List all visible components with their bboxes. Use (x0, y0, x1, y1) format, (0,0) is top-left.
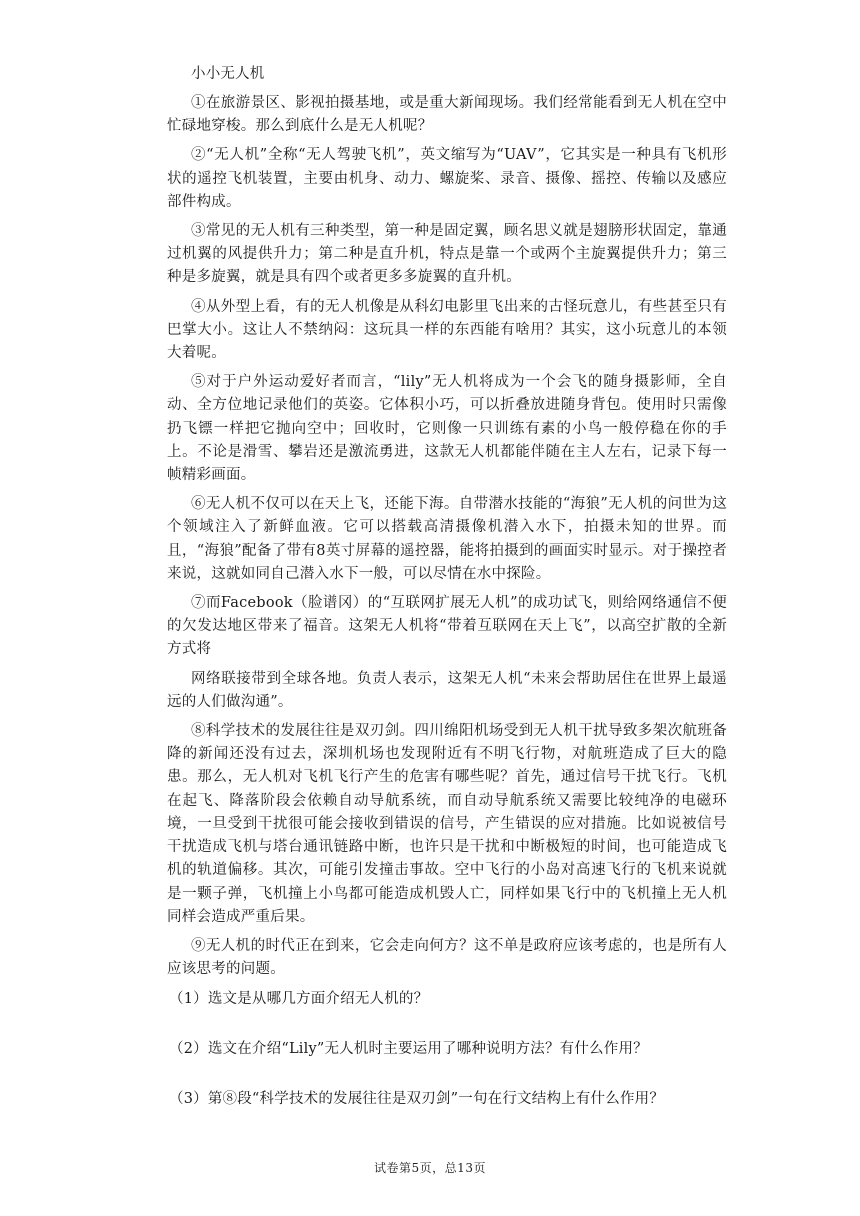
paragraph-3: ③常见的无人机有三种类型，第一种是固定翼，顾名思义就是翅膀形状固定，靠通过机翼的风提供升力；第二种是直升机，特点是靠一个或两个主旋翼提供升力；第三种是多旋翼，就是具有四个或者更多多旋翼的直升机。 (167, 223, 727, 286)
page-footer: 试卷第5页，总13页 (374, 1161, 486, 1175)
paragraph-7: ⑦而Facebook（脸谱冈）的“互联网扩展无人机”的成功试飞，则给网络通信不便的欠发达地区带来了福音。这架无人机将“带着互联网在天上飞”，以高空扩散的全新方式将 (167, 595, 727, 658)
question-2: （2）选文在介绍“Lily”无人机时主要运用了哪种说明方法？有什么作用？ (169, 1041, 648, 1058)
article-body (167, 62, 727, 1111)
question-3: （3）第⑧段“科学技术的发展往往是双刃剑”一句在行文结构上有什么作用？ (169, 1091, 665, 1108)
paragraph-2: ②“无人机”全称“无人驾驶飞机”，英文缩写为“UAV”，它其实是一种具有飞机形状的遥控飞机装置，主要由机身、动力、螺旋桨、录音、摄像、摇控、传输以及感应部件构成。 (167, 147, 727, 210)
answer-space (167, 1011, 727, 1037)
answer-space (167, 1061, 727, 1087)
paragraph-7-continued: 网络联接带到全球各地。负责人表示，这架无人机“未来会帮助居住在世界上最遥远的人们做沟通”。 (167, 670, 727, 710)
paragraph-8: ⑧科学技术的发展往往是双刃剑。四川绵阳机场受到无人机干扰导致多架次航班备降的新闻还没有过去，深圳机场也发现附近有不明飞行物，对航班造成了巨大的隐患。那么，无人机对飞机飞行产生的危害有哪些呢？首先，通过信号干扰飞行。飞机在起飞、降落阶段会依赖自动导航系统，而自动导航系统又需要比较纯净的电磁环境，一旦受到干扰很可能会接收到错误的信号，产生错误的应对措施。比如说被信号干扰造成飞机与塔台通讯链路中断，也许只是干扰和中断极短的时间，也可能造成飞机的轨道偏移。其次，可能引发撞击事故。空中飞行的小岛对高速飞行的飞机来说就是一颗子弹，飞机撞上小鸟都可能造成机毁人亡，同样如果飞行中的飞机撞上无人机同样会造成严重后果。 (167, 723, 727, 925)
paragraph-9: ⑨无人机的时代正在到来，它会走向何方？这不单是政府应该考虑的，也是所有人应该思考的问题。 (167, 937, 727, 978)
paragraph-1: ①在旅游景区、影视拍摄基地，或是重大新闻现场。我们经常能看到无人机在空中忙碌地穿梭。那么到底什么是无人机呢？ (167, 95, 727, 135)
paragraph-6: ⑥无人机不仅可以在天上飞，还能下海。自带潜水技能的“海狼”无人机的问世为这个领域注入了新鲜血液。它可以搭载高清摄像机潜入水下，拍摄未知的世界。而且，“海狼”配备了带有8英寸屏幕的遥控器，能将拍摄到的画面实时显示。对于操控者来说，这就如同自己潜入水下一般，可以尽情在水中探险。 (167, 496, 727, 582)
paragraph-5: ⑤对于户外运动爱好者而言，“lily”无人机将成为一个会飞的随身摄影师，全自动、全方位地记录他们的英姿。它体积小巧，可以折叠放进随身背包。使用时只需像扔飞镖一样把它抛向空中；回收时，它则像一只训练有素的小鸟一般停稳在你的手上。不论是滑雪、攀岩还是激流勇进，这款无人机都能伴随在主人左右，记录下每一帧精彩画面。 (167, 374, 727, 484)
paragraph-4: ④从外型上看，有的无人机像是从科幻电影里飞出来的古怪玩意儿，有些甚至只有巴掌大小。这让人不禁纳闷：这玩具一样的东西能有啥用？其实，这小玩意儿的本领大着呢。 (167, 298, 727, 362)
question-1: （1）选文是从哪几方面介绍无人机的？ (169, 991, 429, 1008)
article-title: 小小无人机 (191, 66, 265, 82)
